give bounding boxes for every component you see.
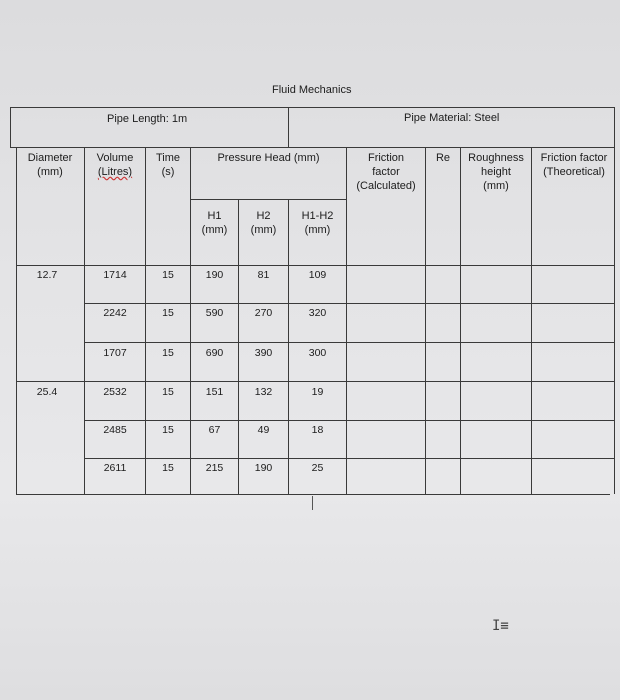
cell-volume: 1714 bbox=[103, 269, 127, 281]
table-border bbox=[614, 107, 615, 148]
cell-h1: 215 bbox=[205, 462, 224, 474]
header-roughness: Roughness height (mm) bbox=[468, 152, 524, 192]
text-cursor-icon: I≡ bbox=[492, 618, 509, 634]
cell-h1: 590 bbox=[205, 307, 224, 319]
cell-time: 15 bbox=[162, 347, 174, 359]
table-border bbox=[614, 148, 615, 494]
cell-volume: 2611 bbox=[103, 462, 127, 474]
text-cursor-line bbox=[312, 496, 313, 510]
table-border bbox=[84, 303, 614, 304]
cell-h1: 190 bbox=[205, 269, 224, 281]
table-border bbox=[16, 148, 17, 494]
cell-volume: 2485 bbox=[103, 424, 127, 436]
header-re: Re bbox=[435, 152, 451, 164]
table-border bbox=[16, 265, 614, 266]
cell-diff: 320 bbox=[308, 307, 327, 319]
header-diameter: Diameter (mm) bbox=[27, 152, 73, 178]
cell-diff: 19 bbox=[311, 386, 324, 398]
cell-h1: 67 bbox=[208, 424, 221, 436]
cell-diameter: 25.4 bbox=[36, 386, 58, 398]
cell-time: 15 bbox=[162, 269, 174, 281]
pipe-length-label: Pipe Length: 1m bbox=[107, 113, 188, 125]
table-border bbox=[10, 107, 11, 148]
header-time: Time (s) bbox=[155, 152, 181, 178]
cell-diff: 18 bbox=[311, 424, 324, 436]
table-border bbox=[190, 199, 346, 200]
cell-h2: 81 bbox=[257, 269, 270, 281]
table-border bbox=[10, 147, 615, 148]
table-border bbox=[16, 494, 610, 495]
cell-h1: 151 bbox=[205, 386, 224, 398]
table-border bbox=[460, 148, 461, 494]
pipe-material-label: Pipe Material: Steel bbox=[404, 112, 500, 124]
cell-volume: 1707 bbox=[103, 347, 127, 359]
table-border bbox=[425, 148, 426, 494]
header-h1-h2: H1-H2 (mm) bbox=[301, 210, 334, 236]
cell-diameter: 12.7 bbox=[36, 269, 58, 281]
cell-time: 15 bbox=[162, 386, 174, 398]
cell-time: 15 bbox=[162, 307, 174, 319]
header-h2: H2 (mm) bbox=[250, 210, 277, 236]
cell-time: 15 bbox=[162, 424, 174, 436]
table-border bbox=[10, 107, 615, 108]
cell-volume: 2532 bbox=[103, 386, 127, 398]
table-border bbox=[84, 342, 614, 343]
table-border bbox=[84, 458, 614, 459]
cell-h2: 190 bbox=[254, 462, 273, 474]
cell-volume: 2242 bbox=[103, 307, 127, 319]
header-volume: Volume (Litres) bbox=[96, 152, 134, 178]
cell-h2: 390 bbox=[254, 347, 273, 359]
table-border bbox=[346, 148, 347, 494]
cell-h2: 270 bbox=[254, 307, 273, 319]
table-border bbox=[288, 107, 289, 148]
cell-h2: 132 bbox=[254, 386, 273, 398]
table-border bbox=[84, 148, 85, 494]
header-friction-theoretical: Friction factor (Theoretical) bbox=[540, 152, 608, 178]
table-border bbox=[145, 148, 146, 494]
header-pressure-head: Pressure Head (mm) bbox=[217, 152, 320, 164]
header-h1: H1 (mm) bbox=[201, 210, 228, 236]
cell-diff: 109 bbox=[308, 269, 327, 281]
cell-h1: 690 bbox=[205, 347, 224, 359]
table-border bbox=[16, 381, 614, 382]
table-border bbox=[84, 420, 614, 421]
page-title: Fluid Mechanics bbox=[272, 84, 352, 96]
cell-time: 15 bbox=[162, 462, 174, 474]
cell-diff: 300 bbox=[308, 347, 327, 359]
header-friction-calculated: Friction factor (Calculated) bbox=[356, 152, 416, 192]
cell-diff: 25 bbox=[311, 462, 324, 474]
table-border bbox=[531, 148, 532, 494]
table-border bbox=[190, 148, 191, 494]
cell-h2: 49 bbox=[257, 424, 270, 436]
